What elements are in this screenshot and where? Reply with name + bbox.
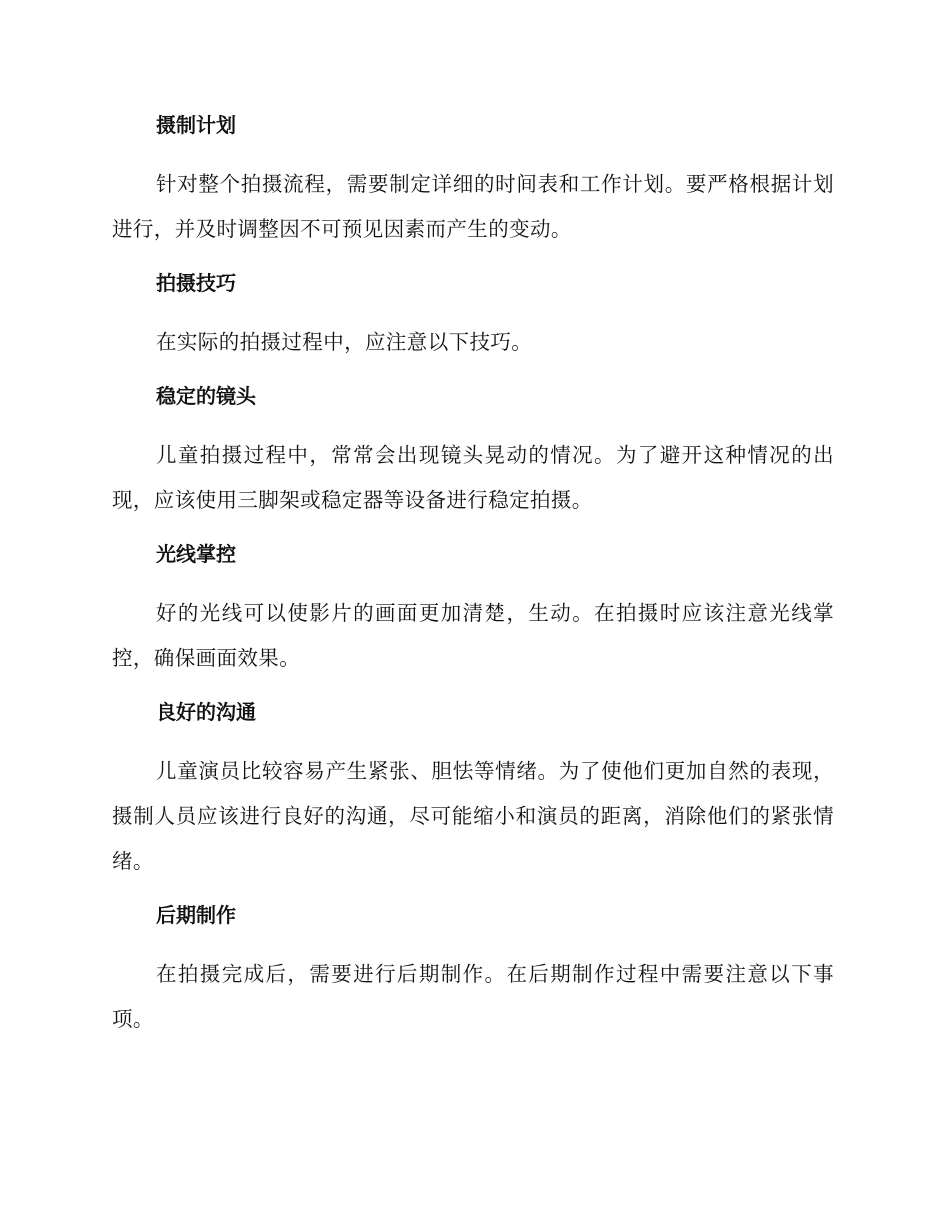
section-heading: 后期制作 xyxy=(156,903,236,927)
section-heading: 拍摄技巧 xyxy=(156,271,236,295)
section-paragraph: 在拍摄完成后，需要进行后期制作。在后期制作过程中需要注意以下事项。 xyxy=(112,962,834,1031)
section-paragraph: 好的光线可以使影片的画面更加清楚，生动。在拍摄时应该注意光线掌控，确保画面效果。 xyxy=(112,601,834,670)
document-page xyxy=(112,108,834,1056)
section-heading: 良好的沟通 xyxy=(156,700,256,724)
section-heading: 稳定的镜头 xyxy=(156,384,256,408)
section-paragraph: 针对整个拍摄流程，需要制定详细的时间表和工作计划。要严格根据计划进行，并及时调整因不可预见因素而产生的变动。 xyxy=(112,172,834,241)
section-heading: 摄制计划 xyxy=(156,113,236,137)
section-paragraph: 在实际的拍摄过程中，应注意以下技巧。 xyxy=(156,330,533,354)
section-paragraph: 儿童演员比较容易产生紧张、胆怯等情绪。为了使他们更加自然的表现，摄制人员应该进行良好的沟通，尽可能缩小和演员的距离，消除他们的紧张情绪。 xyxy=(112,759,834,873)
section-paragraph: 儿童拍摄过程中，常常会出现镜头晃动的情况。为了避开这种情况的出现，应该使用三脚架或稳定器等设备进行稳定拍摄。 xyxy=(112,443,834,512)
section-heading: 光线掌控 xyxy=(156,542,236,566)
